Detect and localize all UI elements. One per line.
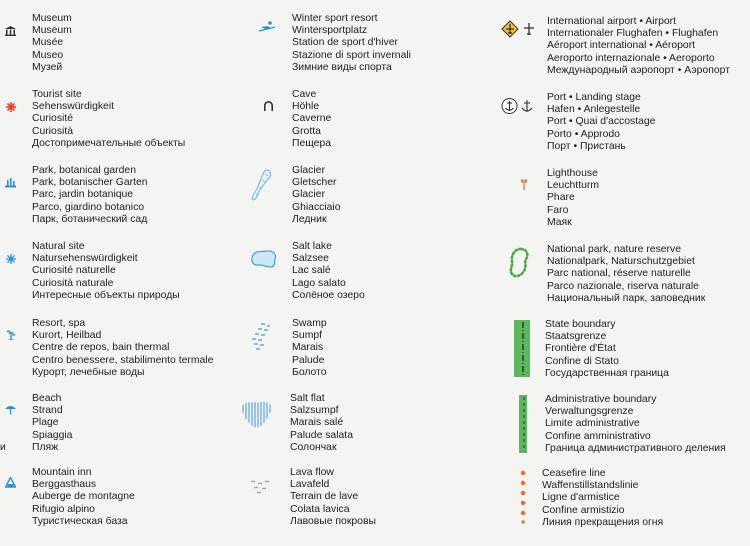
legend-line: Confine amministrativo (545, 430, 651, 442)
lava-flow-icon (248, 478, 274, 496)
national-park-icon (507, 247, 531, 279)
legend-line: Parco, giardino botanico (32, 201, 145, 213)
legend-line: Administrative boundary (545, 394, 657, 405)
legend-line: Station de sport d'hiver (292, 37, 398, 49)
legend-line: Lavafeld (290, 479, 330, 491)
legend-line: Парк, ботанический сад (32, 213, 148, 225)
legend-line: Curiosité naturelle (32, 265, 116, 277)
legend-line: Mountain inn (32, 467, 92, 478)
legend-line: Confine di Stato (545, 355, 619, 367)
legend-line: Museum (32, 13, 72, 24)
winter-sport-icon (258, 20, 276, 34)
legend-line: Plage (32, 417, 59, 429)
spa-icon (6, 330, 16, 340)
legend-line: Port • Landing stage (547, 92, 641, 103)
legend-line: Salt lake (292, 241, 332, 252)
legend-line: Frontière d'État (545, 343, 616, 355)
legend-line: Centre de repos, bain thermal (32, 342, 170, 354)
lighthouse-icon (520, 179, 528, 190)
swamp-icon (249, 322, 273, 352)
legend-line: Пещера (292, 137, 332, 149)
legend-line: Curiosité (32, 113, 73, 125)
legend-line: Museo (32, 49, 64, 61)
legend-line: Internationaler Flughafen • Flughafen (547, 28, 719, 40)
ceasefire-line-icon (519, 470, 527, 524)
legend-line: Terrain de lave (290, 491, 359, 503)
legend-line: Park, botanical garden (32, 165, 136, 176)
legend-line: Colata lavica (290, 503, 350, 515)
legend-line: Faro (547, 204, 569, 216)
legend-line: Лавовые покровы (290, 515, 376, 527)
legend-line: Curiosità (32, 125, 73, 137)
legend-line: Ceasefire line (542, 468, 606, 479)
beach-icon (5, 404, 16, 415)
legend-line: Marais salé (290, 417, 344, 429)
legend-line: Интересные объекты природы (32, 289, 180, 301)
legend-line: Rifugio alpino (32, 503, 95, 515)
legend-line: Солончак (290, 441, 337, 453)
legend-line: Glacier (292, 189, 325, 201)
administrative-boundary-icon (518, 395, 528, 453)
legend-line: Beach (32, 393, 62, 404)
legend-line: Natursehenswürdigkeit (32, 253, 138, 265)
legend-line: Stazione di sport invernali (292, 49, 411, 61)
legend-line: Centro benessere, stabilimento termale (32, 354, 214, 366)
legend-line: Sumpf (292, 330, 323, 342)
museum-icon (5, 26, 16, 36)
legend-line: Curiosità naturale (32, 277, 114, 289)
legend-line: Wintersportplatz (292, 25, 368, 37)
legend-line: Граница административного деления (545, 442, 726, 454)
legend-line: Musée (32, 37, 64, 49)
port-icon (501, 97, 535, 115)
legend-line: Salt flat (290, 393, 325, 404)
legend-line: Cave (292, 89, 317, 100)
legend-line: Waffenstillstandslinie (542, 480, 639, 492)
edge-text-fragment: и (0, 442, 6, 453)
legend-line: Ghiacciaio (292, 201, 341, 213)
legend-line: Tourist site (32, 89, 82, 100)
legend-line: Winter sport resort (292, 13, 378, 24)
airport-icon (501, 20, 537, 38)
legend-line: Port • Quai d'accostage (547, 116, 656, 128)
legend-line: Grotta (292, 125, 321, 137)
mountain-inn-icon (5, 477, 16, 488)
legend-line: Достопримечательные объекты (32, 137, 186, 149)
legend-line: Parc, jardin botanique (32, 189, 134, 201)
park-icon (5, 178, 16, 188)
legend-line: Lava flow (290, 467, 334, 478)
legend-line: Aéroport international • Aéroport (547, 40, 696, 52)
legend-line: Parc national, réserve naturelle (547, 268, 691, 280)
legend-line: Spiaggia (32, 429, 73, 441)
legend-line: Porto • Approdo (547, 128, 620, 140)
legend-line: Parco nazionale, riserva naturale (547, 280, 699, 292)
legend-line: Ледник (292, 213, 327, 225)
legend-line: Пляж (32, 441, 59, 453)
legend-line: Линия прекращения огня (542, 516, 664, 528)
legend-line: Национальный парк, заповедник (547, 292, 706, 304)
legend-line: Confine armistizio (542, 504, 625, 516)
legend-line: Auberge de montagne (32, 491, 135, 503)
legend-line: Staatsgrenze (545, 331, 607, 343)
legend-line: Музей (32, 61, 63, 73)
legend-line: Park, botanischer Garten (32, 177, 148, 189)
legend-line: State boundary (545, 319, 616, 330)
legend-line: Солёное озеро (292, 289, 365, 301)
salt-lake-icon (250, 249, 278, 269)
legend-line: Sehenswürdigkeit (32, 101, 115, 113)
legend-line: Natural site (32, 241, 85, 252)
legend-line: Aeroporto internazionale • Aeroporto (547, 52, 715, 64)
legend-line: Lago salato (292, 277, 346, 289)
legend-line: Limite administrative (545, 418, 640, 430)
glacier-icon (250, 168, 276, 202)
legend-line: Marais (292, 342, 324, 354)
legend-line: Зимние виды спорта (292, 61, 392, 73)
legend-line: Nationalpark, Naturschutzgebiet (547, 256, 695, 268)
legend-line: Strand (32, 405, 63, 417)
legend-line: Ligne d'armistice (542, 492, 620, 504)
legend-line: Glacier (292, 165, 325, 176)
legend-line: Международный аэропорт • Аэропорт (547, 64, 730, 76)
legend-line: Маяк (547, 216, 572, 228)
legend-line: Salzsumpf (290, 405, 339, 417)
tourist-site-icon (6, 102, 16, 112)
legend-line: Порт • Пристань (547, 140, 626, 152)
legend-line: Государственная граница (545, 367, 669, 379)
legend-line: Höhle (292, 101, 320, 113)
legend-line: Phare (547, 192, 575, 204)
legend-line: Swamp (292, 318, 327, 329)
legend-line: Hafen • Anlegestelle (547, 104, 641, 116)
legend-line: Kurort, Heilbad (32, 330, 102, 342)
legend-line: Туристическая база (32, 515, 128, 527)
legend-line: Gletscher (292, 177, 337, 189)
legend-line: Palude (292, 354, 325, 366)
cave-icon (264, 101, 273, 111)
legend-line: Salzsee (292, 253, 329, 265)
salt-flat-icon (240, 400, 274, 430)
legend-line: Verwaltungsgrenze (545, 406, 634, 418)
legend-line: Caverne (292, 113, 332, 125)
legend-line: Leuchtturm (547, 180, 599, 192)
legend-line: Berggasthaus (32, 479, 97, 491)
state-boundary-icon (514, 320, 530, 377)
legend-line: Болото (292, 366, 327, 378)
legend-line: Palude salata (290, 429, 353, 441)
legend-line: International airport • Airport (547, 16, 676, 27)
legend-line: Lac salé (292, 265, 331, 277)
legend-line: Resort, spa (32, 318, 86, 329)
natural-site-icon (6, 254, 16, 264)
legend-line: National park, nature reserve (547, 244, 681, 255)
legend-line: Курорт, лечебные воды (32, 366, 145, 378)
legend-line: Lighthouse (547, 168, 598, 179)
legend-line: Museum (32, 25, 72, 37)
